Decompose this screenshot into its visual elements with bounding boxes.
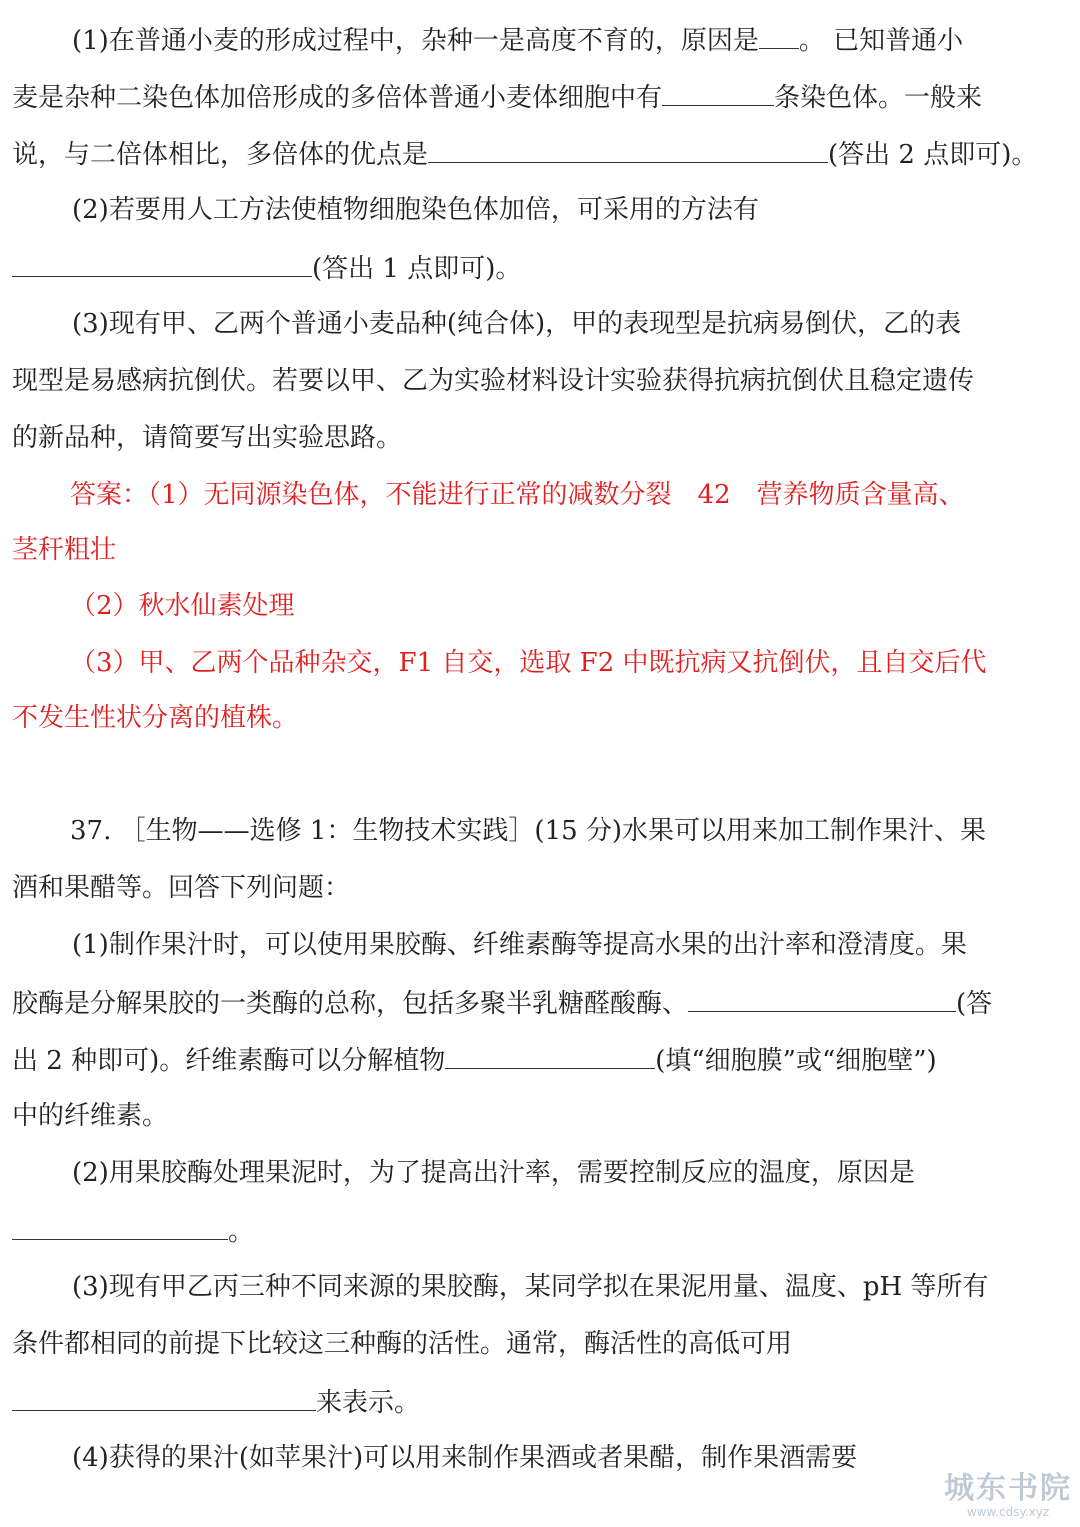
q37-part1-line1: (1)制作果汁时，可以使用果胶酶、纤维素酶等提高水果的出汁率和澄清度。果	[72, 930, 967, 960]
answer-blank[interactable]	[688, 985, 956, 1012]
q36-part3-line1: (3)现有甲、乙两个普通小麦品种(纯合体)，甲的表现型是抗病易倒伏，乙的表	[72, 309, 962, 339]
answer-blank[interactable]	[759, 22, 799, 49]
answer-blank[interactable]	[428, 136, 828, 163]
q37-part1-line3: 出 2 种即可)。纤维素酶可以分解植物 (填“细胞膜”或“细胞壁”)	[12, 1042, 937, 1076]
q36-part3-line3: 的新品种，请简要写出实验思路。	[12, 423, 403, 453]
answer-blank[interactable]	[662, 79, 774, 106]
watermark-title: 城东书院	[944, 1471, 1072, 1506]
q36-part3-line2: 现型是易感病抗倒伏。若要以甲、乙为实验材料设计实验获得抗病抗倒伏且稳定遗传	[12, 366, 975, 396]
answer-part3-line1: （3）甲、乙两个品种杂交，F1 自交，选取 F2 中既抗病又抗倒伏，且自交后代	[70, 648, 987, 678]
q37-part1-line4: 中的纤维素。	[12, 1101, 169, 1131]
q37-part3-line2: 条件都相同的前提下比较这三种酶的活性。通常，酶活性的高低可用	[12, 1329, 793, 1359]
watermark-logo	[944, 1473, 1072, 1519]
q37-heading-line1: 37. ［生物——选修 1：生物技术实践］(15 分)水果可以用来加工制作果汁、果	[70, 816, 987, 846]
answer-blank[interactable]	[12, 1213, 228, 1240]
answer-blank[interactable]	[445, 1042, 655, 1069]
q36-part1-line2: 麦是杂种二染色体加倍形成的多倍体普通小麦体细胞中有 条染色体。一般来	[12, 79, 982, 113]
q36-part2-line1: (2)若要用人工方法使植物细胞染色体加倍，可采用的方法有	[72, 195, 759, 225]
q37-part2-line1: (2)用果胶酶处理果泥时，为了提高出汁率，需要控制反应的温度，原因是	[72, 1158, 915, 1188]
q37-part3-line1: (3)现有甲乙丙三种不同来源的果胶酶，某同学拟在果泥用量、温度、pH 等所有	[72, 1272, 989, 1302]
q37-part3-line3: 来表示。	[12, 1384, 420, 1418]
q36-part1-line1: (1)在普通小麦的形成过程中，杂种一是高度不育的，原因是 。 已知普通小	[72, 22, 963, 56]
q37-heading-line2: 酒和果醋等。回答下列问题：	[12, 873, 351, 903]
answer-part3-line2: 不发生性状分离的植株。	[12, 703, 299, 733]
answer-blank[interactable]	[12, 1384, 316, 1411]
q37-part4-line1: (4)获得的果汁(如苹果汁)可以用来制作果酒或者果醋，制作果酒需要	[72, 1443, 858, 1473]
q37-part2-line2: 。	[12, 1213, 254, 1247]
answer-blank[interactable]	[12, 250, 312, 277]
answer-part1-line1: 答案：（1）无同源染色体，不能进行正常的减数分裂 42 营养物质含量高、	[70, 480, 965, 510]
q37-part1-line2: 胶酶是分解果胶的一类酶的总称，包括多聚半乳糖醛酸酶、 (答	[12, 985, 992, 1019]
watermark-url: www.cdsy.xyz	[966, 1505, 1050, 1519]
answer-part1-line2: 茎秆粗壮	[12, 535, 117, 565]
q36-part1-line3: 说，与二倍体相比，多倍体的优点是 (答出 2 点即可)。	[12, 136, 1037, 170]
answer-part2: （2）秋水仙素处理	[70, 591, 295, 621]
q36-part2-line2: (答出 1 点即可)。	[12, 250, 521, 284]
